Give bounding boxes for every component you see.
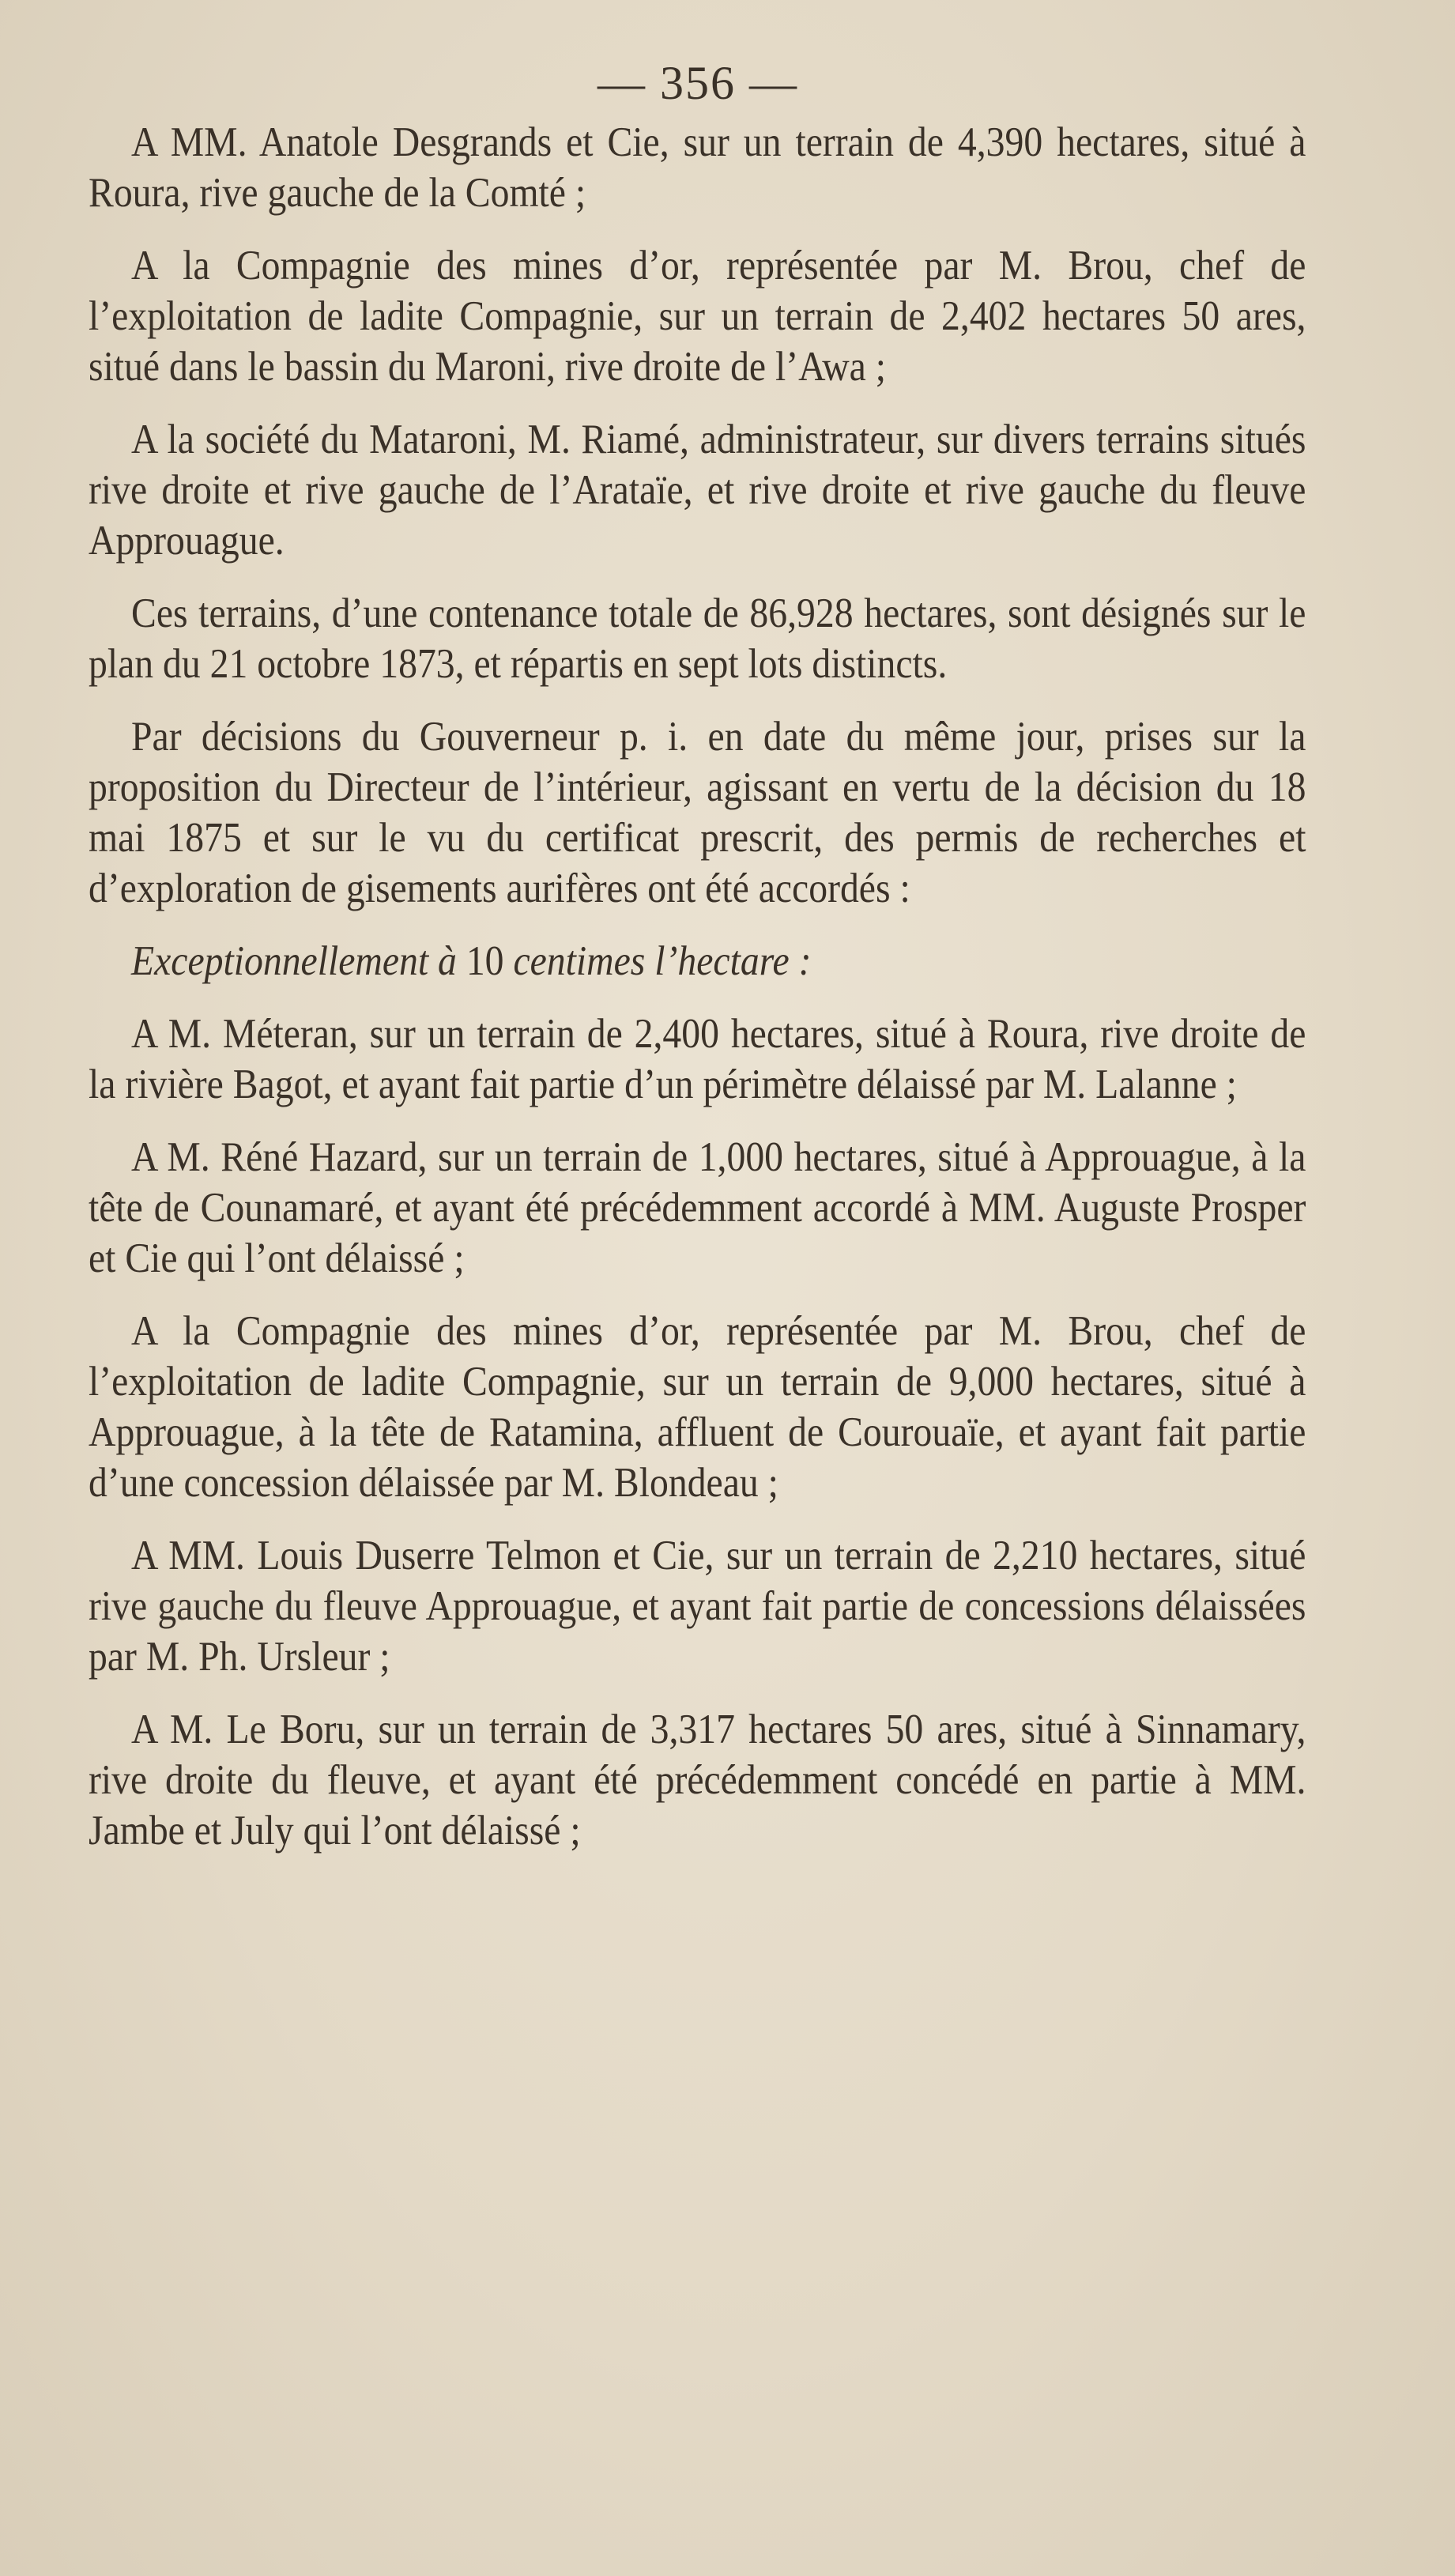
paragraph-duserre-telmon: A MM. Louis Duserre Telmon et Cie, sur un terrain de 2,210 hectares, situé rive gauche du fleuve Approuague, et ayant fait partie de concessions délaissées par M. Ph. Ursleur ; <box>89 1533 1306 1680</box>
text-block <box>89 55 1307 1878</box>
paragraph-societe-mataroni: A la société du Mataroni, M. Riamé, administrateur, sur divers terrains situés rive droite et rive gauche de l’Arataïe, et rive droite et rive gauche du fleuve Approuague. <box>89 417 1306 564</box>
paragraph-desgrands: A MM. Anatole Desgrands et Cie, sur un terrain de 4,390 hectares, situé à Roura, rive gauche de la Comté ; <box>89 119 1306 216</box>
paragraph-decisions-gouverneur: Par décisions du Gouverneur p. i. en date du même jour, prises sur la proposition du Directeur de l’intérieur, agissant en vertu de la décision du 18 mai 1875 et sur le vu du certificat prescrit, des permis de recherches et d’exploration de gisements aurifères ont été accordés : <box>89 714 1306 911</box>
page-number: — 356 — <box>597 57 798 109</box>
paragraph-terrains-total: Ces terrains, d’une contenance totale de 86,928 hectares, sont désignés sur le plan du 21 octobre 1873, et répartis en sept lots distincts. <box>89 590 1306 687</box>
paragraph-compagnie-approuague: A la Compagnie des mines d’or, représentée par M. Brou, chef de l’exploitation de ladite Compagnie, sur un terrain de 9,000 hectares, situé à Approuague, à la tête de Ratamina, affluent de Courouaïe, et ayant fait partie d’une concession délaissée par M. Blondeau ; <box>89 1308 1306 1506</box>
paragraph-hazard: A M. Réné Hazard, sur un terrain de 1,000 hectares, situé à Approuague, à la tête de Counamaré, et ayant été précédemment accordé à MM. Auguste Prosper et Cie qui l’ont délaissé ; <box>89 1134 1306 1281</box>
paragraph-le-boru: A M. Le Boru, sur un terrain de 3,317 hectares 50 ares, situé à Sinnamary, rive droite du fleuve, et ayant été précédemment concédé en partie à MM. Jambe et July qui l’ont délaissé ; <box>89 1707 1306 1854</box>
paragraph-meteran: A M. Méteran, sur un terrain de 2,400 hectares, situé à Roura, rive droite de la rivière Bagot, et ayant fait partie d’un périmètre délaissé par M. Lalanne ; <box>89 1011 1306 1107</box>
heading-part-1: Exceptionnellement à <box>131 938 457 984</box>
paragraph-compagnie-maroni: A la Compagnie des mines d’or, représentée par M. Brou, chef de l’exploitation de ladite Compagnie, sur un terrain de 2,402 hectares 50 ares, situé dans le bassin du Maroni, rive droite de l’Awa ; <box>89 243 1306 390</box>
section-heading <box>89 936 1306 986</box>
heading-part-2: centimes l’hectare : <box>513 938 812 984</box>
heading-number: 10 <box>466 938 504 984</box>
